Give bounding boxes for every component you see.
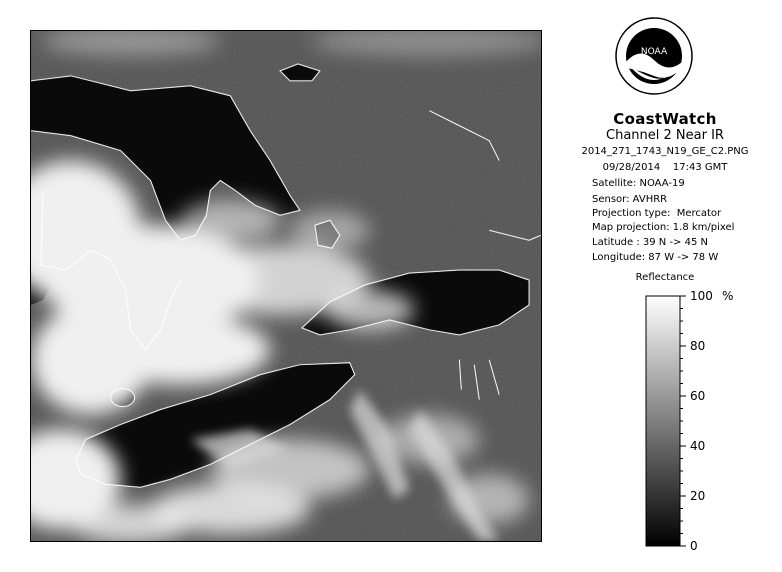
satellite-map-svg: [31, 31, 541, 541]
info-panel: [560, 10, 770, 562]
logo-text: NOAA: [640, 47, 668, 57]
satellite-image: [30, 30, 542, 542]
satellite-info: Satellite: NOAA-19: [592, 178, 685, 189]
colorbar-tick-label: 40: [690, 439, 706, 453]
colorbar-gradient: [646, 296, 680, 546]
noaa-seal-icon: [614, 16, 694, 96]
latitude-range: Latitude : 39 N -> 45 N: [592, 237, 708, 248]
colorbar-ticks: [680, 289, 713, 553]
sensor-info: Sensor: AVHRR: [592, 194, 668, 205]
colorbar-tick-label: 100: [690, 289, 713, 303]
colorbar-label: Reflectance: [635, 272, 695, 283]
colorbar-tick-label: 60: [690, 389, 706, 403]
product-title: CoastWatch: [613, 110, 717, 128]
reflectance-colorbar: [646, 289, 736, 566]
map-projection: Map projection: 1.8 km/pixel: [592, 222, 735, 233]
colorbar-tick-label: 80: [690, 339, 706, 353]
longitude-range: Longitude: 87 W -> 78 W: [592, 252, 719, 263]
channel-subtitle: Channel 2 Near IR: [606, 128, 724, 143]
date-time: 09/28/2014 17:43 GMT: [602, 162, 728, 173]
projection-type: Projection type: Mercator: [592, 208, 722, 219]
colorbar-unit: %: [722, 289, 734, 303]
colorbar-tick-label: 0: [690, 539, 698, 553]
image-filename: 2014_271_1743_N19_GE_C2.PNG: [581, 146, 749, 157]
colorbar-tick-label: 20: [690, 489, 706, 503]
